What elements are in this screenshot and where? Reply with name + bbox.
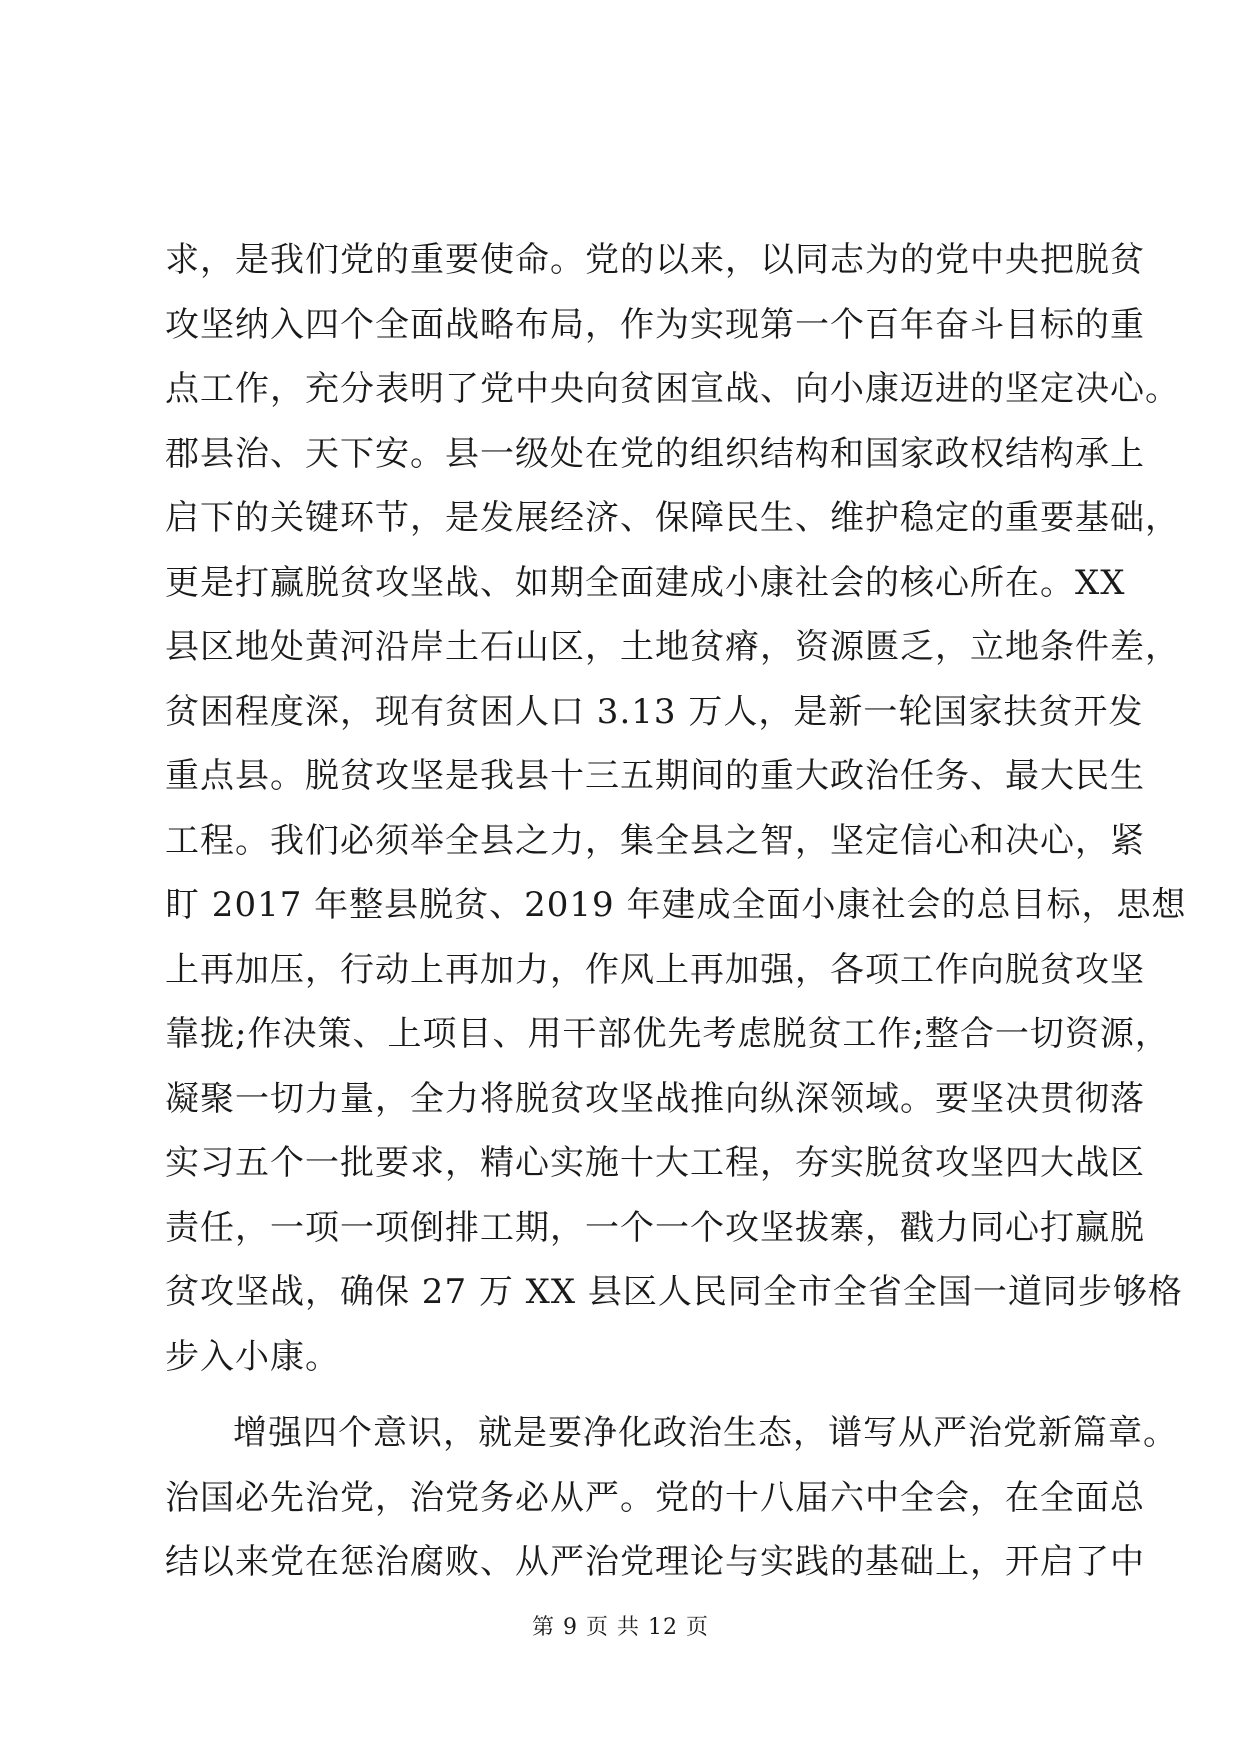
text-line: 工程。我们必须举全县之力，集全县之智，坚定信心和决心，紧 bbox=[165, 820, 1145, 861]
text-line: 点工作，充分表明了党中央向贫困宣战、向小康迈进的坚定决心。 bbox=[165, 369, 1180, 409]
paragraph-1 bbox=[165, 228, 1187, 1389]
text-line: 上再加压，行动上再加力，作风上再加强，各项工作向脱贫攻坚 bbox=[165, 949, 1145, 990]
text-line: 靠拢;作决策、上项目、用干部优先考虑脱贫工作;整合一切资源， bbox=[165, 1014, 1170, 1054]
text-line: 责任，一项一项倒排工期，一个一个攻坚拔寨，戳力同心打赢脱 bbox=[165, 1207, 1145, 1248]
text-line: 贫困程度深，现有贫困人口 3.13 万人，是新一轮国家扶贫开发 bbox=[165, 691, 1144, 732]
text-line: 凝聚一切力量，全力将脱贫攻坚战推向纵深领域。要坚决贯彻落 bbox=[165, 1078, 1145, 1119]
text-line: 求，是我们党的重要使命。党的以来，以同志为的党中央把脱贫 bbox=[165, 240, 1145, 280]
text-line: 增强四个意识，就是要净化政治生态，谱写从严治党新篇章。 bbox=[233, 1413, 1178, 1453]
text-line: 县区地处黄河沿岸土石山区，土地贫瘠，资源匮乏，立地条件差， bbox=[165, 627, 1180, 667]
text-line: 攻坚纳入四个全面战略布局，作为实现第一个百年奋斗目标的重 bbox=[165, 304, 1145, 345]
text-line: 郡县治、天下安。县一级处在党的组织结构和国家政权结构承上 bbox=[165, 433, 1145, 474]
text-line: 重点县。脱贫攻坚是我县十三五期间的重大政治任务、最大民生 bbox=[165, 756, 1145, 796]
text-line: 盯 2017 年整县脱贫、2019 年建成全面小康社会的总目标，思想 bbox=[165, 885, 1187, 925]
text-line: 贫攻坚战，确保 27 万 XX 县区人民同全市全省全国一道同步够格 bbox=[165, 1272, 1183, 1312]
text-line: 实习五个一批要求，精心实施十大工程，夯实脱贫攻坚四大战区 bbox=[165, 1143, 1145, 1183]
paragraph-2 bbox=[165, 1401, 1178, 1595]
text-line: 更是打赢脱贫攻坚战、如期全面建成小康社会的核心所在。XX bbox=[165, 562, 1126, 603]
page-number-footer: 第 9 页 共 12 页 bbox=[532, 1615, 709, 1640]
text-line: 启下的关键环节，是发展经济、保障民生、维护稳定的重要基础， bbox=[165, 498, 1180, 538]
text-line: 治国必先治党，治党务必从严。党的十八届六中全会，在全面总 bbox=[165, 1477, 1145, 1518]
text-line: 步入小康。 bbox=[165, 1336, 340, 1377]
text-line: 结以来党在惩治腐败、从严治党理论与实践的基础上，开启了中 bbox=[165, 1542, 1145, 1582]
body-text bbox=[165, 228, 1187, 1595]
